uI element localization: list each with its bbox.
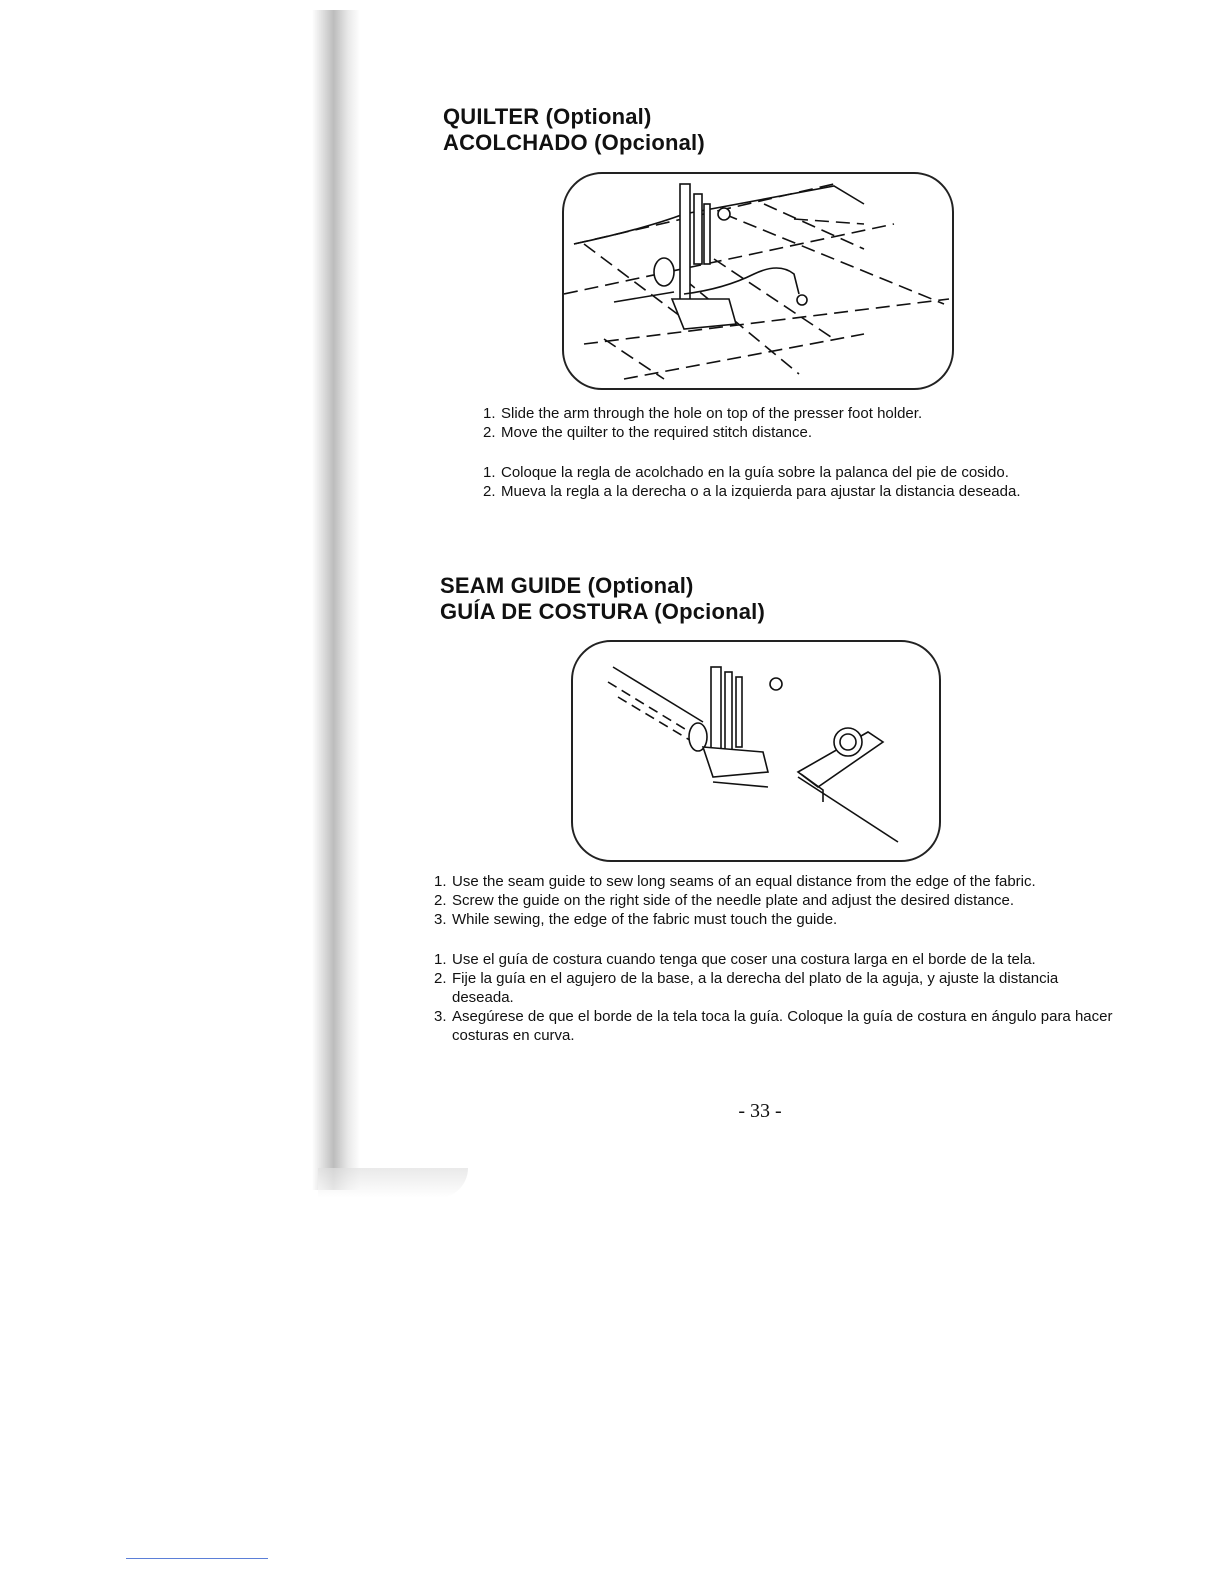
quilter-title-en: QUILTER (Optional) — [443, 104, 652, 129]
list-item: 2. Screw the guide on the right side of the needle plate and adjust the desired distance. — [434, 892, 1015, 909]
list-item: 2. Fije la guía en el agujero de la base, a la derecha del plato de la aguja, y ajuste la distancia deseada. — [434, 970, 1059, 1006]
seam-guide-illustration — [571, 640, 941, 862]
list-item: 1. Coloque la regla de acolchado en la guía sobre la palanca del pie de cosido. — [483, 464, 1009, 481]
list-item: 2. Move the quilter to the required stitch distance. — [483, 424, 813, 441]
page-number: - 33 - — [738, 1100, 782, 1122]
seam-guide-title-en: SEAM GUIDE (Optional) — [440, 573, 694, 598]
quilter-foot-drawing — [564, 174, 952, 388]
quilter-steps-es — [483, 463, 1123, 501]
binding-shadow — [312, 10, 360, 1190]
footer-line — [126, 1558, 268, 1559]
seam-guide-steps-es — [434, 950, 1124, 1045]
list-item: 3. While sewing, the edge of the fabric must touch the guide. — [434, 911, 838, 928]
quilter-steps-en — [483, 404, 1103, 442]
seam-guide-foot-drawing — [573, 642, 939, 860]
binding-shadow-bottom — [318, 1168, 468, 1198]
seam-guide-steps-en — [434, 872, 1124, 929]
quilter-title-es: ACOLCHADO (Opcional) — [443, 130, 705, 155]
list-item: 1. Slide the arm through the hole on top of the presser foot holder. — [483, 405, 923, 422]
seam-guide-title-es: GUÍA DE COSTURA (Opcional) — [440, 599, 766, 624]
quilter-illustration — [562, 172, 954, 390]
list-item: 1. Use the seam guide to sew long seams of an equal distance from the edge of the fabric. — [434, 873, 1036, 890]
list-item: 1. Use el guía de costura cuando tenga que coser una costura larga en el borde de la tela. — [434, 951, 1036, 968]
list-item: 2. Mueva la regla a la derecha o a la izquierda para ajustar la distancia deseada. — [483, 483, 1021, 500]
list-item: 3. Asegúrese de que el borde de la tela toca la guía. Coloque la guía de costura en ángulo para hacer costuras en curva. — [434, 1008, 1113, 1044]
